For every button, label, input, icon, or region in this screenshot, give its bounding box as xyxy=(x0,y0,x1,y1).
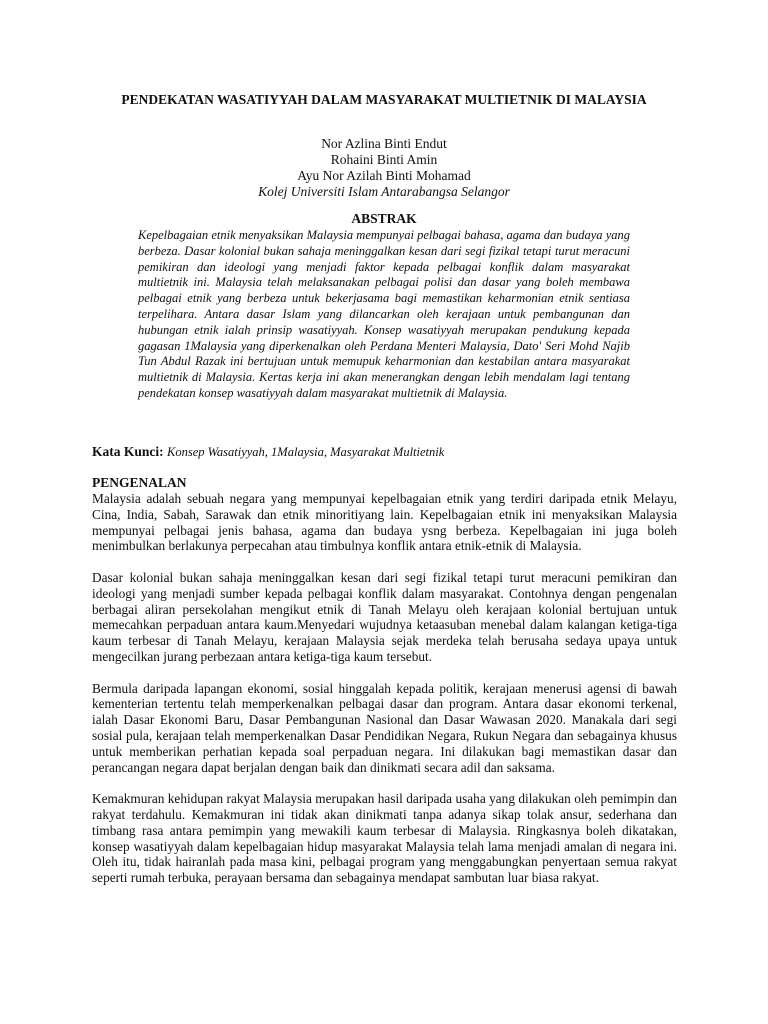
body-paragraph: Dasar kolonial bukan sahaja meninggalkan kesan dari segi fizikal tetapi turut meracuni pemikiran dan ideologi yang menjadi sumber kepada pelbagai konflik dalam masyarakat. Contohnya dengan pengenalan berbagai aliran persekolahan mengikut etnik di Tanah Melayu oleh kerajaan kolonial bertujuan untuk memecahkan perpaduan antara kaum.Menyedari wujudnya ketaasuban menebal dalam kalangan ketiga-tiga kaum terbesar di Tanah Melayu, kerajaan Malaysia sejak merdeka telah berusaha sedaya upaya untuk mengecilkan jurang perbezaan antara ketiga-tiga kaum tersebut. xyxy=(92,569,677,664)
author-name: Ayu Nor Azilah Binti Mohamad xyxy=(297,168,471,183)
author-affiliation: Kolej Universiti Islam Antarabangsa Selangor xyxy=(258,184,510,199)
author-block xyxy=(140,136,628,200)
keywords-label: Kata Kunci: xyxy=(92,444,164,459)
author-name: Nor Azlina Binti Endut xyxy=(321,136,447,151)
author-name: Rohaini Binti Amin xyxy=(330,152,438,167)
keywords-text: Konsep Wasatiyyah, 1Malaysia, Masyarakat Multietnik xyxy=(167,445,445,459)
body-paragraph: Malaysia adalah sebuah negara yang mempunyai kepelbagaian etnik yang terdiri daripada etnik Melayu, Cina, India, Sabah, Sarawak dan etnik minoritiyang lain. Kepelbagaian etnik ini menyaksikan Malaysia mempunyai pelbagai jenis bahasa, agama dan budaya ysng berbeza. Kepelbagaian ini juga boleh menimbulkan berlakunya perpecahan atau timbulnya konflik antara etnik-etnik di Malaysia. xyxy=(92,491,677,554)
section-heading: PENGENALAN xyxy=(92,475,187,490)
paper-title: PENDEKATAN WASATIYYAH DALAM MASYARAKAT MULTIETNIK DI MALAYSIA xyxy=(121,92,647,107)
body-text xyxy=(92,491,677,902)
abstract-text: Kepelbagaian etnik menyaksikan Malaysia mempunyai pelbagai bahasa, agama dan budaya yang berbeza. Dasar kolonial bukan sahaja meninggalkan kesan dari segi fizikal tetapi turut meracuni pemikiran dan ideologi yang menjadi faktor kepada pelbagai konflik dalam masyarakat multietnik ini. Malaysia telah melaksanakan pelbagai polisi dan dasar yang boleh membawa pelbagai etnik yang berbeza untuk bekerjasama bagi memastikan keharmonian etnik sentiasa terpelihara. Antara dasar Islam yang dilancarkan oleh kerajaan untuk pembangunan dan hubungan etnik ialah prinsip wasatiyyah. Konsep wasatiyyah merupakan pendukung kepada gagasan 1Malaysia yang diperkenalkan oleh Perdana Menteri Malaysia, Dato' Seri Mohd Najib Tun Abdul Razak ini bertujuan untuk memupuk keharmonian dan kestabilan antara masyarakat multietnik di Malaysia. Kertas kerja ini akan menerangkan dengan lebih mendalam lagi tentang pendekatan konsep wasatiyyah dalam masyarakat multietnik di Malaysia. xyxy=(138,228,630,400)
keywords-line xyxy=(92,444,682,460)
abstract-heading: ABSTRAK xyxy=(351,211,417,226)
body-paragraph: Kemakmuran kehidupan rakyat Malaysia merupakan hasil daripada usaha yang dilakukan oleh pemimpin dan rakyat terdahulu. Kemakmuran ini tidak akan dinikmati tanpa adanya sikap tolak ansur, sederhana dan timbang rasa antara pemimpin yang mewakili kaum terbesar di Malaysia. Ringkasnya boleh dikatakan, konsep wasatiyyah dalam kepelbagaian hidup masyarakat Malaysia telah lama menjadi amalan di negara ini. Oleh itu, tidak hairanlah pada masa kini, pelbagai program yang menggabungkan penyertaan semua rakyat seperti rumah terbuka, perayaan bersama dan sebagainya mendapat sambutan luar biasa rakyat. xyxy=(92,791,677,886)
body-paragraph: Bermula daripada lapangan ekonomi, sosial hinggalah kepada politik, kerajaan menerusi agensi di bawah kementerian tertentu telah memperkenalkan pelbagai dasar dan program. Antara dasar ekonomi terkenal, ialah Dasar Ekonomi Baru, Dasar Pembangunan Nasional dan Dasar Wawasan 2020. Manakala dari segi sosial pula, kerajaan telah memperkenalkan Dasar Pendidikan Negara, Rukun Negara dan sebagainya khusus untuk memberikan perhatian kepada soal perpaduan negara. Ini dilakukan bagi memastikan dasar dan perancangan negara dapat berjalan dengan baik dan dinikmati secara adil dan saksama. xyxy=(92,680,677,775)
